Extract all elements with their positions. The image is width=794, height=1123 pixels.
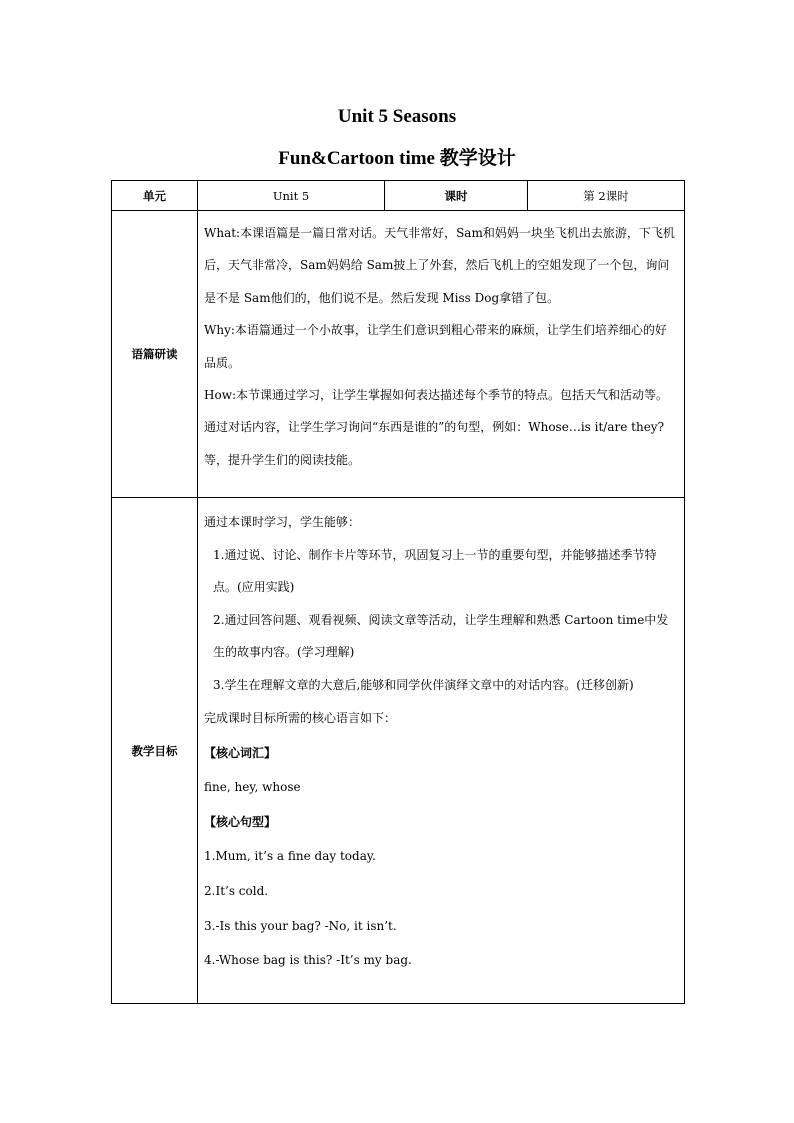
goal-3: 3.学生在理解文章的大意后,能够和同学伙伴演绎文章中的对话内容。(迁移创新)	[213, 677, 634, 692]
goals-intro: 通过本课时学习，学生能够：	[204, 515, 361, 529]
sentence-1: 1.Mum, it’s a fine day today.	[204, 849, 376, 864]
text-analysis-content	[198, 211, 685, 498]
goal-1: 1.通过说、讨论、制作卡片等环节，巩固复习上一节的重要句型，并能够描述季节特点。(应用实践)	[213, 547, 657, 594]
sentence-2: 2.It’s cold.	[204, 883, 269, 898]
sentence-4: 4.-Whose bag is this? -It’s my bag.	[204, 953, 412, 968]
text-analysis-label: 语篇研读	[112, 211, 198, 498]
teaching-goals-label: 教学目标	[112, 498, 198, 1004]
document-subtitle: Fun&Cartoon time 教学设计	[278, 148, 516, 169]
vocab-list: fine, hey, whose	[204, 780, 301, 795]
vocab-heading: 【核心词汇】	[204, 745, 277, 760]
text-analysis-row	[112, 211, 685, 498]
goal-2: 2.通过回答问题、观看视频、阅读文章等活动，让学生理解和熟悉 Cartoon time中发生的故事内容。(学习理解)	[213, 612, 669, 659]
header-row	[112, 181, 685, 211]
lesson-value: 第 2课时	[528, 181, 685, 211]
analysis-how: How:本节课通过学习，让学生掌握如何表达描述每个季节的特点。包括天气和活动等。通过对话内容，让学生学习询问“东西是谁的”的句型，例如：Whose…is it/are they?等，提升学生们的阅读技能。	[204, 388, 669, 467]
sentence-heading: 【核心句型】	[204, 814, 277, 829]
unit-value: Unit 5	[198, 181, 385, 211]
teaching-goals-content	[198, 498, 685, 1004]
document-title: Unit 5 Seasons	[337, 106, 457, 127]
analysis-why: Why:本语篇通过一个小故事，让学生们意识到粗心带来的麻烦，让学生们培养细心的好品质。	[204, 323, 667, 370]
lesson-plan-table	[111, 180, 685, 1004]
lesson-label: 课时	[385, 181, 528, 211]
analysis-what: What:本课语篇是一篇日常对话。天气非常好，Sam和妈妈一块坐飞机出去旅游，下飞机后，天气非常冷，Sam妈妈给 Sam披上了外套，然后飞机上的空姐发现了一个包，询问是不是 Sam他们的，他们说不是。然后发现 Miss Dog拿错了包。	[204, 226, 675, 305]
language-intro: 完成课时目标所需的核心语言如下：	[204, 711, 397, 725]
unit-label: 单元	[112, 181, 198, 211]
teaching-goals-row	[112, 498, 685, 1004]
sentence-3: 3.-Is this your bag? -No, it isn’t.	[204, 918, 397, 933]
